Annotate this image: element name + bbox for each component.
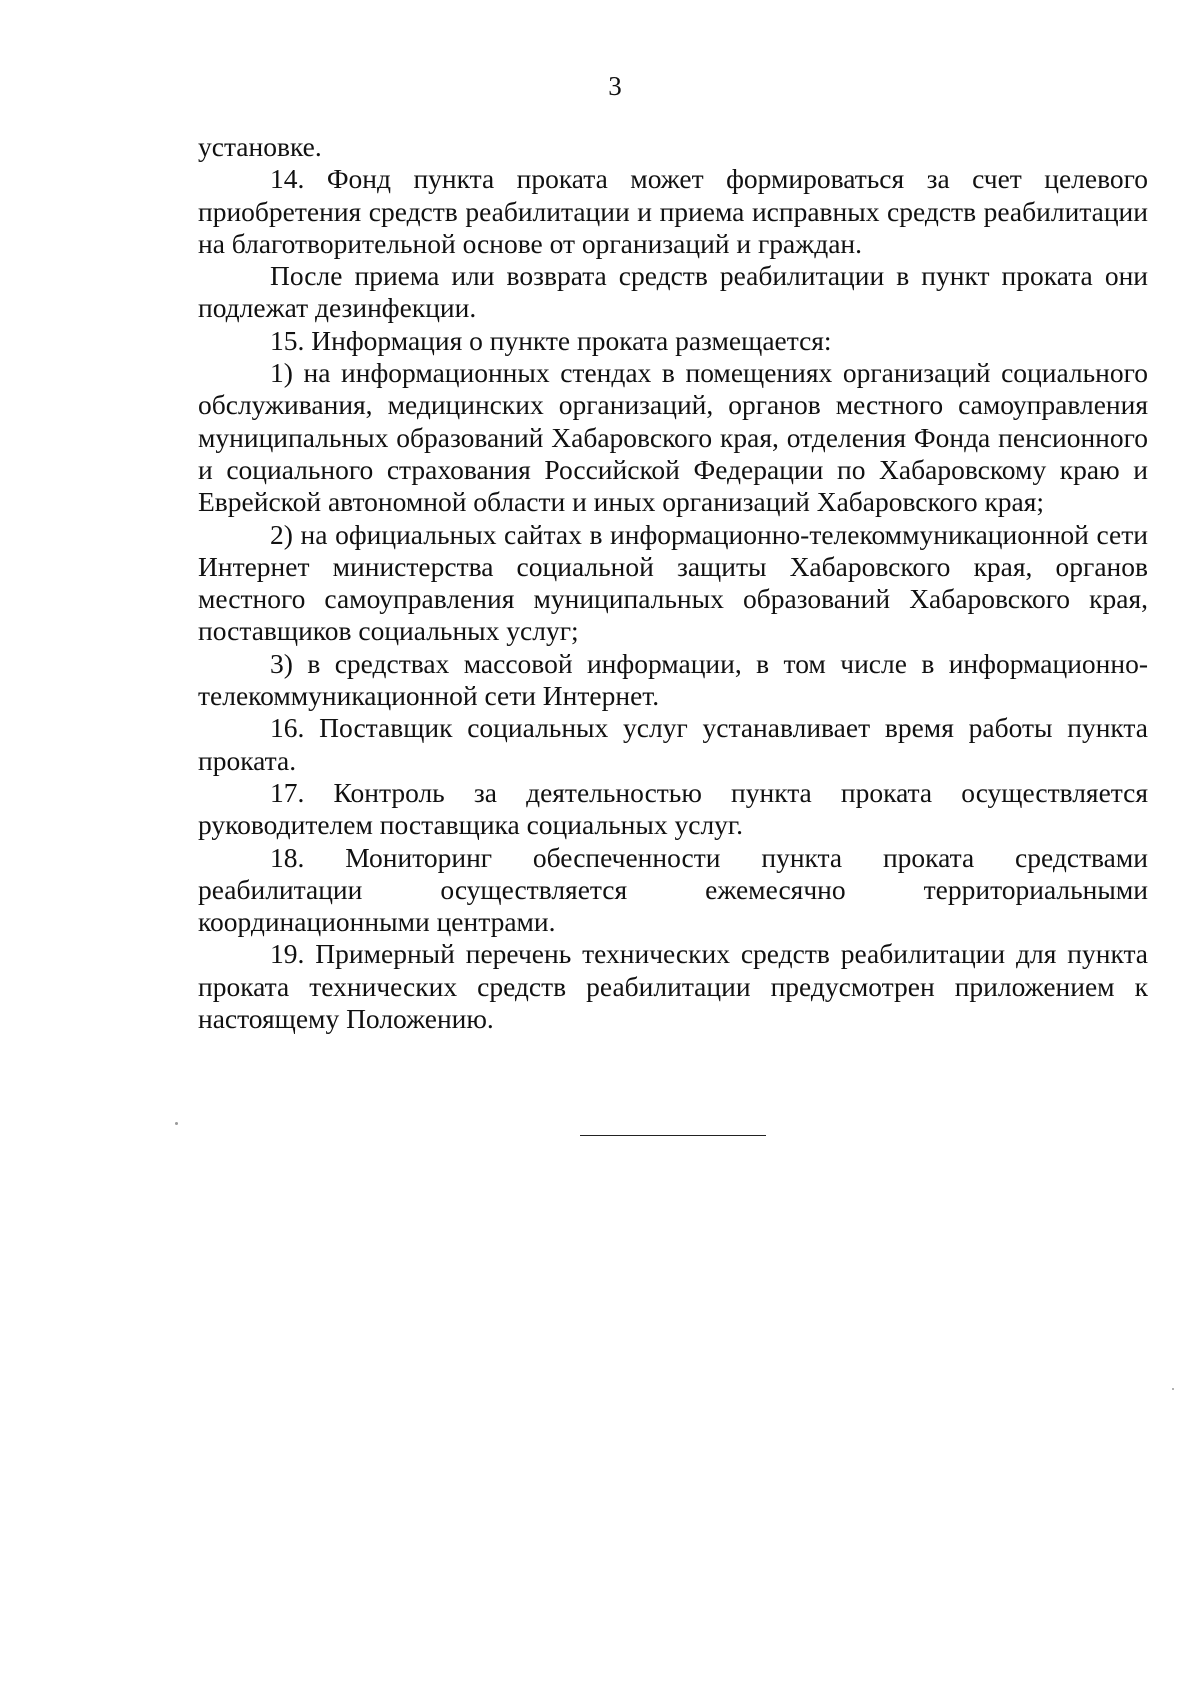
paragraph-continuation: установке. <box>198 131 322 162</box>
paragraph-item-16: 16. Поставщик социальных услуг устанавливает время работы пункта проката. <box>198 712 1148 776</box>
end-divider-line <box>580 1135 766 1136</box>
page-number: 3 <box>608 71 622 101</box>
scan-speck <box>1172 1388 1174 1390</box>
paragraph-item-14: 14. Фонд пункта проката может формироваться за счет целевого приобретения средств реабилитации и приема исправных средств реабилитации на благотворительной основе от организаций и граждан. <box>198 163 1148 259</box>
paragraph-subitem-2: 2) на официальных сайтах в информационно-телекоммуникационной сети Интернет министерства социальной защиты Хабаровского края, органов местного самоуправления муниципальных образований Хабаровского края, поставщиков социальных услуг; <box>198 518 1148 647</box>
paragraph-disinfection: После приема или возврата средств реабилитации в пункт проката они подлежат дезинфекции. <box>198 260 1148 324</box>
paragraph-item-18: 18. Мониторинг обеспеченности пункта проката средствами реабилитации осуществляется ежемесячно территориальными координационными центрами. <box>198 841 1148 938</box>
scan-speck <box>175 1122 178 1125</box>
paragraph-subitem-1: 1) на информационных стендах в помещениях организаций социального обслуживания, медицинских организаций, органов местного самоуправления муниципальных образований Хабаровского края, отделения Фонда пенсионного и социального страхования Российской Федерации по Хабаровскому краю и Еврейской автономной области и иных организаций Хабаровского края; <box>198 357 1148 518</box>
paragraph-item-19: 19. Примерный перечень технических средств реабилитации для пункта проката технических средств реабилитации предусмотрен приложением к настоящему Положению. <box>198 938 1148 1035</box>
paragraph-item-17: 17. Контроль за деятельностью пункта проката осуществляется руководителем поставщика социальных услуг. <box>198 776 1148 841</box>
paragraph-subitem-3: 3) в средствах массовой информации, в том числе в информационно-телекоммуникационной сети Интернет. <box>198 647 1148 712</box>
document-body <box>198 131 1148 1035</box>
paragraph-item-15: 15. Информация о пункте проката размещается: <box>270 324 832 356</box>
